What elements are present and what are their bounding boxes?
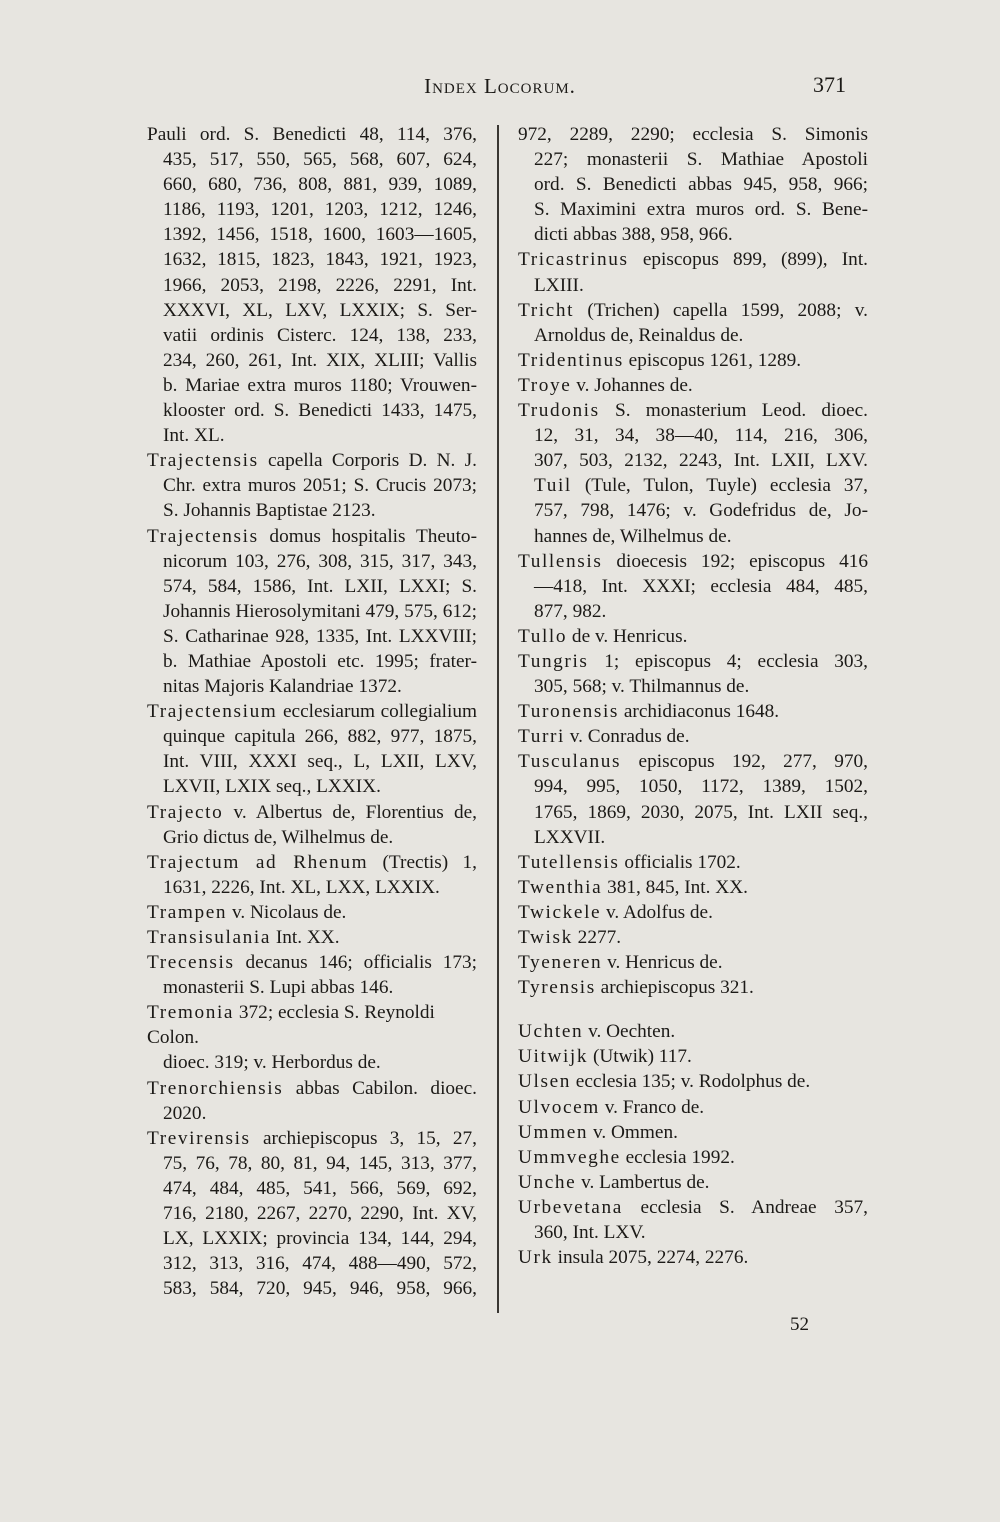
index-entry-continuation	[147, 222, 477, 247]
index-headword: Tullo	[518, 625, 568, 647]
index-entry-text: capella Corporis D. N. J.	[258, 450, 477, 472]
index-entry-line	[518, 1069, 868, 1094]
index-column-right	[518, 122, 868, 1270]
index-entry-text: 227; monasterii S. Mathiae Apostoli	[534, 149, 868, 171]
index-headword: Trajectensis	[147, 525, 259, 547]
index-entry-text: 435, 517, 550, 565, 568, 607, 624,	[163, 149, 477, 171]
index-entry-text: ecclesia 1992.	[620, 1146, 735, 1168]
index-headword: Tyrensis	[518, 977, 596, 999]
index-entry-text: 307, 503, 2132, 2243, Int. LXII, LXV.	[534, 450, 868, 472]
index-entry-continuation	[147, 574, 477, 599]
index-entry-text: v. Adolfus de.	[601, 901, 713, 923]
index-entry-continuation	[518, 825, 868, 850]
index-headword: Trudonis	[518, 400, 600, 422]
index-entry-continuation	[147, 549, 477, 574]
index-headword: Tullensis	[518, 550, 603, 572]
index-headword: Trampen	[147, 901, 228, 923]
index-entry-continuation	[518, 448, 868, 473]
index-entry-line	[518, 624, 868, 649]
index-entry-line	[518, 649, 868, 674]
index-entry-text: episcopus 192, 277, 970,	[621, 751, 868, 773]
index-headword: Ulsen	[518, 1071, 571, 1093]
index-entry-continuation	[147, 247, 477, 272]
index-entry-continuation	[518, 774, 868, 799]
index-entry-text: hannes de, Wilhelmus de.	[534, 525, 732, 547]
index-entry-text: LXVII, LXIX seq., LXXIX.	[163, 776, 381, 798]
index-entry-line	[518, 699, 868, 724]
index-headword: Urbevetana	[518, 1196, 623, 1218]
index-entry-continuation	[518, 599, 868, 624]
index-entry-text: 716, 2180, 2267, 2270, 2290, Int. XV,	[163, 1203, 477, 1225]
index-entry-text: 2277.	[572, 927, 622, 948]
index-entry-line	[518, 298, 868, 323]
index-entry-text: 1966, 2053, 2198, 2226, 2291, Int.	[163, 274, 477, 296]
index-entry-text: 234, 260, 261, Int. XIX, XLIII; Vallis	[163, 349, 477, 371]
index-headword: Unche	[518, 1171, 577, 1193]
index-entry-text: 360, Int. LXV.	[534, 1222, 646, 1244]
index-entry-text: ecclesia 135; v. Rodolphus de.	[570, 1071, 811, 1093]
index-headword: Tungris	[518, 650, 589, 672]
index-headword: Trajectum ad Rhenum	[147, 851, 369, 873]
index-entry-continuation	[518, 172, 868, 197]
index-entry-text: v. Conradus de.	[564, 726, 690, 748]
index-entry-text: 381, 845, Int. XX.	[602, 876, 748, 898]
index-entry-text: (Tule, Tulon, Tuyle) ecclesia 37,	[571, 475, 868, 497]
index-entry-continuation	[518, 222, 868, 247]
index-entry-text: 305, 568; v. Thilmannus de.	[534, 676, 750, 698]
index-entry-continuation	[518, 197, 868, 222]
index-entry-text: episcopus 1261, 1289.	[623, 349, 802, 371]
index-entry-continuation	[147, 1251, 477, 1276]
index-entry-text: Int. XX.	[271, 927, 340, 948]
index-entry-text: 1632, 1815, 1823, 1843, 1921, 1923,	[163, 249, 477, 271]
index-entry-continuation	[147, 825, 477, 850]
index-entry-text: 312, 313, 316, 474, 488—490, 572,	[163, 1253, 477, 1275]
index-entry-text: S. Catharinae 928, 1335, Int. LXXVIII;	[163, 625, 477, 647]
index-entry-text: S. Maximini extra muros ord. S. Bene-	[534, 199, 868, 221]
index-entry-line	[518, 1145, 868, 1170]
index-entry-continuation	[147, 724, 477, 749]
index-headword: Turri	[518, 726, 565, 748]
index-entry-line	[147, 699, 477, 724]
index-headword: Twickele	[518, 901, 602, 923]
index-entry-continuation	[147, 649, 477, 674]
index-entry-line	[518, 900, 868, 925]
index-entry-continuation	[147, 298, 477, 323]
index-entry-continuation	[147, 172, 477, 197]
index-entry-text: 372; ecclesia S. Reynoldi Colon.	[147, 1002, 435, 1049]
index-entry-text: 1186, 1193, 1201, 1203, 1212, 1246,	[163, 199, 477, 221]
index-headword: Trajectensium	[147, 701, 278, 723]
index-entry-line	[147, 850, 477, 875]
index-entry-line	[518, 1044, 868, 1069]
index-entry-continuation	[518, 800, 868, 825]
index-headword: Tusculanus	[518, 751, 622, 773]
index-entry-text: S. monasterium Leod. dioec.	[599, 400, 868, 422]
index-entry-text: 1392, 1456, 1518, 1600, 1603—1605,	[163, 224, 477, 246]
index-entry-text: Arnoldus de, Reinaldus de.	[534, 324, 744, 346]
index-entry-text: Chr. extra muros 2051; S. Crucis 2073;	[163, 475, 477, 497]
index-entry-text: klooster ord. S. Benedicti 1433, 1475,	[163, 400, 477, 422]
index-entry-text: insula 2075, 2274, 2276.	[552, 1247, 749, 1269]
index-headword: Tremonia	[147, 1002, 235, 1024]
index-headword: Ulvocem	[518, 1096, 600, 1118]
index-entry-text: v. Henricus de.	[602, 952, 723, 974]
index-entry-text: (Trectis) 1,	[368, 851, 478, 873]
index-entry-line	[147, 925, 477, 950]
letter-section-gap	[518, 1000, 868, 1019]
index-entry-text: ord. S. Benedicti abbas 945, 958, 966;	[534, 174, 868, 196]
index-entry-text: 1; episcopus 4; ecclesia 303,	[588, 650, 868, 672]
index-entry-continuation	[518, 273, 868, 298]
index-entry-text: b. Mariae extra muros 1180; Vrouwen-	[163, 374, 477, 396]
index-entry-text: 972, 2289, 2290; ecclesia S. Simonis	[518, 124, 868, 145]
running-head-title: Index Locorum.	[424, 74, 576, 98]
index-entry-line	[518, 975, 868, 1000]
index-entry-line	[518, 247, 868, 272]
index-entry-text: (Trichen) capella 1599, 2088; v.	[574, 299, 868, 321]
index-entry-text: (Utwik) 117.	[588, 1046, 692, 1068]
index-entry-text: LXXVII.	[534, 826, 606, 848]
index-entry-line	[518, 122, 868, 147]
column-divider	[497, 125, 499, 1313]
index-entry-text: v. Lambertus de.	[576, 1171, 710, 1193]
index-entry-text: archiepiscopus 3, 15, 27,	[250, 1127, 477, 1149]
index-entry-line	[518, 749, 868, 774]
index-entry-line	[518, 1195, 868, 1220]
index-entry-continuation	[147, 1050, 477, 1075]
index-entry-text: v. Ommen.	[588, 1121, 678, 1143]
index-entry-continuation	[147, 348, 477, 373]
index-headword: Tutellensis	[518, 851, 620, 873]
index-entry-line	[518, 925, 868, 950]
index-entry-text: Grio dictus de, Wilhelmus de.	[163, 826, 394, 848]
index-entry-text: 757, 798, 1476; v. Godefridus de, Jo-	[534, 500, 868, 522]
index-entry-line	[147, 122, 477, 147]
index-entry-line	[147, 800, 477, 825]
index-entry-continuation	[147, 147, 477, 172]
index-column-left	[147, 122, 477, 1301]
index-entry-line	[147, 1000, 477, 1050]
index-entry-continuation	[147, 875, 477, 900]
index-entry-text: 2020.	[163, 1102, 207, 1124]
index-entry-text: v. Oechten.	[583, 1021, 676, 1043]
index-entry-text: domus hospitalis Theuto-	[258, 525, 477, 547]
index-entry-line	[518, 398, 868, 423]
index-entry-text: 583, 584, 720, 945, 946, 958, 966,	[163, 1278, 477, 1300]
index-entry-line	[518, 549, 868, 574]
index-entry-text: officialis 1702.	[619, 851, 741, 873]
index-entry-text: 1765, 1869, 2030, 2075, Int. LXII seq.,	[534, 801, 868, 823]
index-entry-continuation	[147, 473, 477, 498]
index-entry-text: dioecesis 192; episcopus 416	[602, 550, 868, 572]
index-entry-text: dioec. 319; v. Herbordus de.	[163, 1052, 381, 1074]
index-entry-line	[147, 524, 477, 549]
index-entry-line	[518, 875, 868, 900]
index-headword: Tuil	[534, 475, 572, 497]
index-headword: Twenthia	[518, 876, 603, 898]
index-entry-text: Int. XL.	[163, 425, 225, 447]
index-entry-text: archidiaconus 1648.	[619, 701, 780, 723]
index-entry-text: LX, LXXIX; provincia 134, 144, 294,	[163, 1228, 477, 1250]
index-entry-continuation	[518, 1220, 868, 1245]
index-entry-line	[518, 1245, 868, 1270]
index-headword: Tridentinus	[518, 349, 624, 371]
index-entry-continuation	[147, 599, 477, 624]
index-entry-text: dicti abbas 388, 958, 966.	[534, 224, 733, 246]
index-entry-text: Int. VIII, XXXI seq., L, LXII, LXV,	[163, 751, 477, 773]
index-entry-continuation	[518, 674, 868, 699]
index-entry-text: v. Albertus de, Florentius de,	[223, 801, 477, 823]
index-entry-continuation	[147, 774, 477, 799]
index-headword: Tricht	[518, 299, 575, 321]
index-entry-text: 994, 995, 1050, 1172, 1389, 1502,	[534, 776, 868, 798]
index-entry-continuation	[147, 1101, 477, 1126]
index-entry-text: v. Franco de.	[599, 1096, 705, 1118]
index-entry-line	[147, 900, 477, 925]
index-entry-line	[518, 724, 868, 749]
index-entry-continuation	[147, 1151, 477, 1176]
index-entry-line	[147, 448, 477, 473]
index-entry-continuation	[147, 373, 477, 398]
index-entry-line	[518, 1120, 868, 1145]
index-entry-line	[518, 1170, 868, 1195]
index-entry-continuation	[147, 398, 477, 423]
index-entry-text: nitas Majoris Kalandriae 1372.	[163, 676, 402, 698]
index-headword: Tricastrinus	[518, 249, 629, 271]
index-entry-continuation	[147, 423, 477, 448]
index-headword: Trajecto	[147, 801, 224, 823]
index-entry-text: abbas Cabilon. dioec.	[283, 1077, 477, 1099]
index-entry-text: 474, 484, 485, 541, 566, 569, 692,	[163, 1177, 477, 1199]
index-entry-text: quinque capitula 266, 882, 977, 1875,	[163, 726, 477, 748]
index-entry-continuation	[147, 197, 477, 222]
index-entry-continuation	[147, 975, 477, 1000]
index-entry-text: 12, 31, 34, 38—40, 114, 216, 306,	[534, 425, 868, 447]
index-entry-text: 877, 982.	[534, 600, 607, 622]
index-headword: Trecensis	[147, 952, 235, 974]
index-headword: Trajectensis	[147, 450, 259, 472]
index-entry-text: v. Nicolaus de.	[227, 901, 347, 923]
index-headword: Trenorchiensis	[147, 1077, 284, 1099]
index-entry-text: Pauli ord. S. Benedicti 48, 114, 376,	[147, 124, 477, 145]
index-entry-text: v. Johannes de.	[571, 374, 693, 396]
index-entry-continuation	[518, 574, 868, 599]
index-entry-text: —418, Int. XXXI; ecclesia 484, 485,	[534, 575, 868, 597]
index-entry-text: 75, 76, 78, 80, 81, 94, 145, 313, 377,	[163, 1152, 477, 1174]
index-entry-line	[518, 348, 868, 373]
index-entry-continuation	[147, 323, 477, 348]
index-entry-line	[147, 950, 477, 975]
index-entry-continuation	[518, 147, 868, 172]
index-entry-text: monasterii S. Lupi abbas 146.	[163, 977, 394, 999]
index-entry-text: S. Johannis Baptistae 2123.	[163, 500, 376, 522]
index-entry-line	[518, 850, 868, 875]
index-entry-continuation	[147, 1176, 477, 1201]
index-headword: Uchten	[518, 1021, 584, 1043]
index-entry-line	[518, 1095, 868, 1120]
index-headword: Turonensis	[518, 701, 620, 723]
index-entry-text: XXXVI, XL, LXV, LXXIX; S. Ser-	[163, 299, 477, 321]
index-entry-text: 574, 584, 1586, Int. LXII, LXXI; S.	[163, 575, 477, 597]
index-entry-line	[518, 1019, 868, 1044]
index-entry-text: vatii ordinis Cisterc. 124, 138, 233,	[163, 324, 477, 346]
index-entry-line	[147, 1076, 477, 1101]
index-entry-text: 660, 680, 736, 808, 881, 939, 1089,	[163, 174, 477, 196]
index-headword: Troye	[518, 374, 572, 396]
index-entry-text: ecclesiarum collegialium	[277, 701, 477, 723]
index-entry-text: b. Mathiae Apostoli etc. 1995; frater-	[163, 650, 477, 672]
index-entry-line	[518, 950, 868, 975]
index-entry-continuation	[147, 1226, 477, 1251]
index-entry-continuation	[147, 1276, 477, 1301]
index-entry-text: decanus 146; officialis 173;	[234, 952, 477, 974]
index-entry-continuation	[147, 749, 477, 774]
index-entry-continuation	[147, 674, 477, 699]
index-entry-continuation	[147, 498, 477, 523]
index-entry-continuation	[147, 273, 477, 298]
index-entry-continuation	[518, 473, 868, 498]
index-headword: Trevirensis	[147, 1127, 251, 1149]
index-entry-text: archiepiscopus 321.	[595, 977, 754, 999]
index-headword: Twisk	[518, 927, 573, 948]
index-headword: Urk	[518, 1247, 553, 1269]
index-headword: Tyeneren	[518, 952, 603, 974]
index-entry-text: nicorum 103, 276, 308, 315, 317, 343,	[163, 550, 477, 572]
index-entry-line	[147, 1126, 477, 1151]
signature-number: 52	[790, 1314, 809, 1335]
index-entry-continuation	[147, 1201, 477, 1226]
index-entry-continuation	[518, 498, 868, 523]
index-entry-text: Johannis Hierosolymitani 479, 575, 612;	[163, 600, 477, 622]
index-entry-continuation	[518, 323, 868, 348]
index-entry-text: de v. Henricus.	[567, 625, 688, 647]
index-entry-continuation	[147, 624, 477, 649]
index-entry-text: ecclesia S. Andreae 357,	[622, 1196, 868, 1218]
index-entry-line	[518, 373, 868, 398]
page-number: 371	[813, 72, 846, 97]
index-headword: Ummen	[518, 1121, 589, 1143]
index-entry-continuation	[518, 423, 868, 448]
index-entry-text: LXIII.	[534, 274, 584, 296]
index-entry-continuation	[518, 524, 868, 549]
index-headword: Uitwijk	[518, 1046, 589, 1068]
index-entry-text: 1631, 2226, Int. XL, LXX, LXXIX.	[163, 876, 440, 898]
index-headword: Transisulania	[147, 927, 271, 948]
index-entry-text: episcopus 899, (899), Int.	[628, 249, 868, 271]
index-headword: Ummveghe	[518, 1146, 621, 1168]
